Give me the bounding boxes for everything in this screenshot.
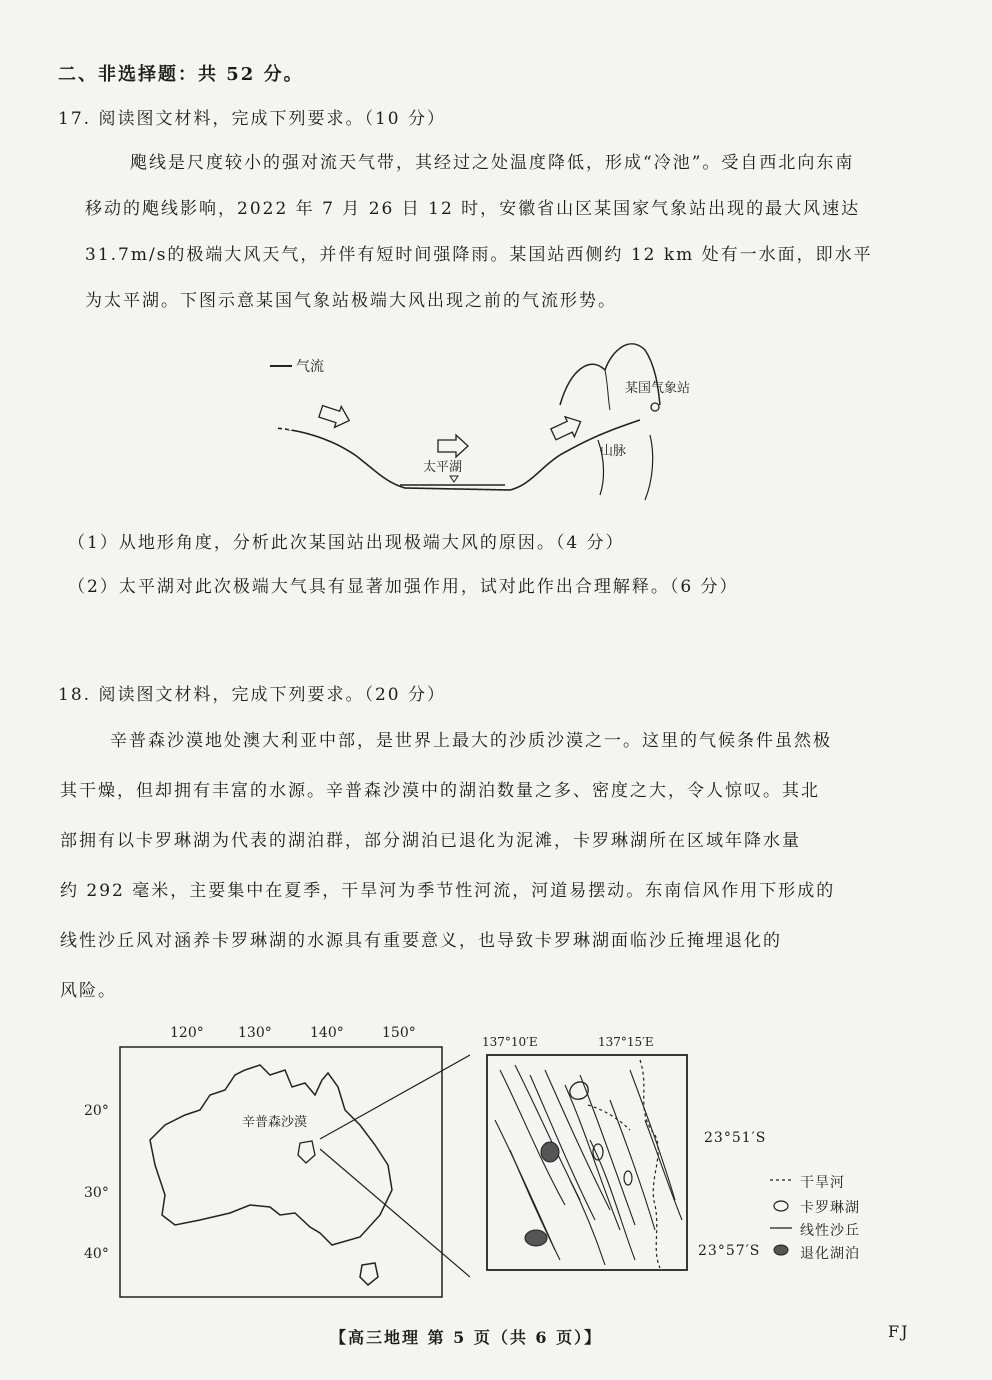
- q17-material-line-1: 飑线是尺度较小的强对流天气带，其经过之处温度降低，形成“冷池”。受自西北向东南: [130, 153, 855, 173]
- q18-material-line-1: 辛普森沙漠地处澳大利亚中部，是世界上最大的沙质沙漠之一。这里的气候条件虽然极: [110, 731, 832, 751]
- lake-label: 太平湖: [423, 460, 463, 475]
- lat-label-40: 40°: [84, 1246, 109, 1262]
- airflow-diagram: [260, 330, 710, 520]
- q17-sub-2: （2）太平湖对此次极端大气具有显著加强作用，试对此作出合理解释。（6 分）: [68, 577, 739, 597]
- footer-code: FJ: [888, 1322, 910, 1341]
- australia-outline: [150, 1065, 392, 1245]
- lake-outline-3: [624, 1171, 632, 1185]
- carolyn-lake: [570, 1082, 588, 1099]
- lon-label-130: 130°: [238, 1025, 272, 1041]
- legend-lake-icon: [774, 1201, 788, 1211]
- lon-label-150: 150°: [382, 1025, 416, 1041]
- inset-lon-right: 137°15′E: [598, 1035, 654, 1049]
- connector-line-bottom: [320, 1149, 470, 1277]
- connector-line-top: [320, 1055, 470, 1139]
- lon-label-120: 120°: [170, 1025, 204, 1041]
- q17-material-line-3: 31.7m/s的极端大风天气，并伴有短时间强降雨。某国站西侧约 12 km 处有一水面，即水平: [85, 245, 873, 265]
- q18-material-line-5: 线性沙丘风对涵养卡罗琳湖的水源具有重要意义，也导致卡罗琳湖面临沙丘掩埋退化的: [60, 931, 782, 951]
- legend-label-4: 退化湖泊: [800, 1246, 860, 1262]
- inset-map: [470, 1030, 700, 1280]
- inset-lat-bottom: 23°57′S: [698, 1243, 761, 1259]
- inset-lon-left: 137°10′E: [482, 1035, 538, 1049]
- mountain-label: 山脉: [600, 444, 627, 459]
- q18-title: 18. 阅读图文材料，完成下列要求。（20 分）: [58, 685, 446, 705]
- mountain-ridge: [605, 370, 610, 410]
- simpson-desert-label: 辛普森沙漠: [242, 1115, 308, 1130]
- airflow-arrow-3-icon: [549, 412, 585, 445]
- q18-material-line-6: 风险。: [60, 981, 117, 1001]
- legend-label-2: 卡罗琳湖: [800, 1200, 860, 1216]
- tasmania-outline: [360, 1263, 378, 1285]
- lake-marker-icon: [450, 476, 458, 482]
- legend-label-1: 干旱河: [800, 1175, 845, 1191]
- legend-filled-lake-icon: [774, 1245, 788, 1255]
- station-marker-icon: [651, 403, 659, 411]
- lon-label-140: 140°: [310, 1025, 344, 1041]
- dry-river-branch: [588, 1105, 630, 1130]
- q18-material-line-4: 约 292 毫米，主要集中在夏季，干旱河为季节性河流，河道易摆动。东南信风作用下形成的: [60, 881, 836, 901]
- dry-river: [640, 1060, 660, 1268]
- map-frame: [120, 1047, 442, 1297]
- lat-label-30: 30°: [84, 1185, 109, 1201]
- airflow-arrow-2-icon: [438, 435, 468, 457]
- inset-lat-top: 23°51′S: [704, 1130, 767, 1146]
- section-header: 二、非选择题：共 52 分。: [58, 64, 304, 85]
- station-label: 某国气象站: [625, 381, 691, 396]
- q18-material-line-3: 部拥有以卡罗琳湖为代表的湖泊群，部分湖泊已退化为泥滩，卡罗琳湖所在区域年降水量: [60, 831, 801, 851]
- simpson-desert-area: [298, 1141, 315, 1163]
- q18-material-line-2: 其干燥，但却拥有丰富的水源。辛普森沙漠中的湖泊数量之多、密度之大，令人惊叹。其北: [60, 781, 820, 801]
- page-footer: 【高三地理 第 5 页（共 6 页）】: [330, 1328, 603, 1347]
- q17-title: 17. 阅读图文材料，完成下列要求。（10 分）: [58, 109, 446, 129]
- degraded-lake-2: [525, 1230, 547, 1246]
- australia-map: [70, 1015, 470, 1305]
- mountain-slope-2: [645, 435, 653, 500]
- legend-airflow-label: 气流: [296, 359, 324, 375]
- lat-label-20: 20°: [84, 1103, 109, 1119]
- legend-label-3: 线性沙丘: [800, 1223, 860, 1239]
- q17-sub-1: （1）从地形角度，分析此次某国站出现极端大风的原因。（4 分）: [68, 533, 625, 553]
- q17-material-line-4: 为太平湖。下图示意某国气象站极端大风出现之前的气流形势。: [85, 291, 617, 311]
- linear-dunes: [495, 1065, 682, 1265]
- airflow-arrow-1-icon: [317, 401, 352, 431]
- degraded-lake-1: [541, 1142, 559, 1162]
- q17-material-line-2: 移动的飑线影响，2022 年 7 月 26 日 12 时，安徽省山区某国家气象站出现的最大风速达: [85, 199, 861, 219]
